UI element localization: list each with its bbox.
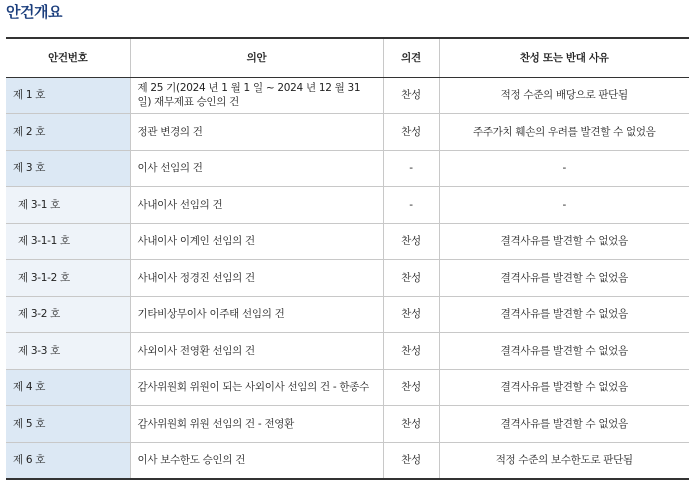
agenda-number: 제 6 호	[6, 442, 130, 479]
agenda-number: 제 3 호	[6, 150, 130, 187]
agenda-title: 감사위원회 위원 선임의 건 - 전영환	[130, 406, 383, 443]
agenda-number: 제 3-2 호	[6, 296, 130, 333]
agenda-reason: 적정 수준의 보수한도로 판단됨	[439, 442, 689, 479]
agenda-number: 제 5 호	[6, 406, 130, 443]
agenda-title: 이사 선임의 건	[130, 150, 383, 187]
agenda-title: 사내이사 정경진 선임의 건	[130, 260, 383, 297]
agenda-number: 제 3-3 호	[6, 333, 130, 370]
table-row	[6, 369, 689, 406]
header-opinion: 의견	[383, 38, 439, 77]
agenda-opinion: 찬성	[383, 296, 439, 333]
agenda-reason: 결격사유를 발견할 수 없었음	[439, 406, 689, 443]
section-title: 안건개요	[6, 3, 62, 21]
agenda-reason: 결격사유를 발견할 수 없었음	[439, 369, 689, 406]
table-row	[6, 260, 689, 297]
agenda-opinion: -	[383, 187, 439, 224]
agenda-title: 정관 변경의 건	[130, 114, 383, 151]
table-row	[6, 223, 689, 260]
agenda-reason: -	[439, 150, 689, 187]
agenda-opinion: 찬성	[383, 333, 439, 370]
table-row	[6, 296, 689, 333]
agenda-reason: 적정 수준의 배당으로 판단됨	[439, 77, 689, 114]
agenda-title: 제 25 기(2024 년 1 월 1 일 ~ 2024 년 12 월 31 일) 재무제표 승인의 건	[130, 77, 383, 114]
agenda-number: 제 4 호	[6, 369, 130, 406]
table-row	[6, 114, 689, 151]
agenda-reason: 결격사유를 발견할 수 없었음	[439, 260, 689, 297]
agenda-title: 사내이사 이계인 선임의 건	[130, 223, 383, 260]
table-row	[6, 77, 689, 114]
agenda-number: 제 3-1 호	[6, 187, 130, 224]
agenda-reason: -	[439, 187, 689, 224]
agenda-number: 제 3-1-1 호	[6, 223, 130, 260]
agenda-title: 사내이사 선임의 건	[130, 187, 383, 224]
agenda-opinion: 찬성	[383, 114, 439, 151]
table-row	[6, 442, 689, 479]
table-row	[6, 406, 689, 443]
agenda-title: 사외이사 전영환 선임의 건	[130, 333, 383, 370]
agenda-title: 기타비상무이사 이주태 선임의 건	[130, 296, 383, 333]
agenda-opinion: 찬성	[383, 369, 439, 406]
agenda-reason: 결격사유를 발견할 수 없었음	[439, 223, 689, 260]
agenda-opinion: 찬성	[383, 406, 439, 443]
agenda-opinion: 찬성	[383, 77, 439, 114]
agenda-opinion: 찬성	[383, 260, 439, 297]
table-row	[6, 333, 689, 370]
agenda-table	[6, 37, 689, 480]
header-agenda: 의안	[130, 38, 383, 77]
header-number: 안건번호	[6, 38, 130, 77]
agenda-number: 제 2 호	[6, 114, 130, 151]
agenda-number: 제 1 호	[6, 77, 130, 114]
header-reason: 찬성 또는 반대 사유	[439, 38, 689, 77]
agenda-number: 제 3-1-2 호	[6, 260, 130, 297]
agenda-title: 이사 보수한도 승인의 건	[130, 442, 383, 479]
agenda-opinion: 찬성	[383, 223, 439, 260]
agenda-title: 감사위원회 위원이 되는 사외이사 선임의 건 - 한종수	[130, 369, 383, 406]
table-row	[6, 150, 689, 187]
agenda-reason: 결격사유를 발견할 수 없었음	[439, 333, 689, 370]
agenda-reason: 결격사유를 발견할 수 없었음	[439, 296, 689, 333]
table-row	[6, 187, 689, 224]
agenda-opinion: 찬성	[383, 442, 439, 479]
agenda-opinion: -	[383, 150, 439, 187]
agenda-reason: 주주가치 훼손의 우려를 발견할 수 없었음	[439, 114, 689, 151]
table-header-row	[6, 38, 689, 77]
